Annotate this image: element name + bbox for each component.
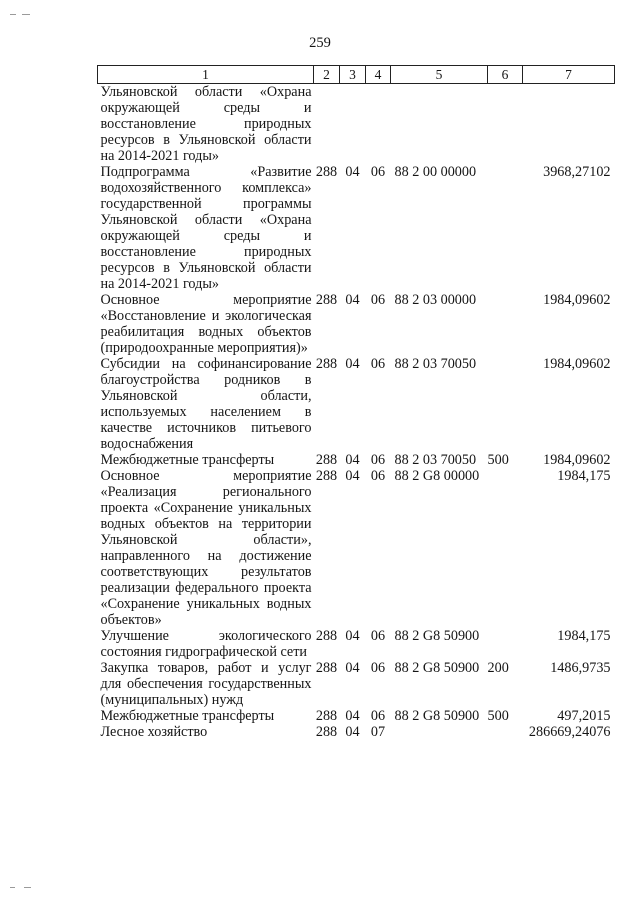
row-cell: 288 <box>315 708 338 724</box>
row-name: Улучшение экологического состояния гидрографической сети <box>100 628 312 660</box>
row-amount: 3968,27102 <box>543 164 611 180</box>
row-cell: 288 <box>315 292 338 308</box>
row-name: Лесное хозяйство <box>100 724 208 740</box>
row-cell: 04 <box>345 356 360 372</box>
table-row <box>98 452 615 468</box>
row-cell: 06 <box>370 356 386 372</box>
row-cell: 200 <box>487 660 509 676</box>
row-name: Основное мероприятие «Восстановление и экологическая реабилитация водных объектов (природоохранные мероприятия)» <box>100 292 312 356</box>
table-row <box>98 468 615 628</box>
table-row <box>98 660 615 708</box>
row-cell: 288 <box>315 468 338 484</box>
row-cell: 04 <box>345 660 360 676</box>
row-cell <box>488 468 523 628</box>
row-cell: 06 <box>370 628 386 644</box>
row-cell: 04 <box>345 468 360 484</box>
row-cell: 07 <box>370 724 386 740</box>
column-header: 1 <box>98 66 314 84</box>
row-cell: 288 <box>315 164 338 180</box>
column-header: 7 <box>523 66 615 84</box>
row-name: Межбюджетные трансферты <box>100 708 275 724</box>
row-cell: 06 <box>370 660 386 676</box>
row-amount: 1486,9735 <box>550 660 611 676</box>
row-cell <box>314 84 340 165</box>
scan-mark <box>10 887 15 888</box>
row-cell: 88 2 G8 50900 <box>394 708 480 724</box>
row-cell <box>488 164 523 292</box>
row-cell <box>340 84 366 165</box>
row-name: Субсидии на софинансирование благоустройства родников в Ульяновской области, используемых населением в качестве источников питьевого водоснабжения <box>100 356 312 452</box>
row-cell <box>391 84 488 165</box>
row-cell <box>488 724 523 740</box>
table-row <box>98 356 615 452</box>
row-cell: 288 <box>315 660 338 676</box>
row-amount: 1984,175 <box>557 468 611 484</box>
row-cell: 06 <box>370 164 386 180</box>
row-name: Ульяновской области «Охрана окружающей среды и восстановление природных ресурсов в Ульяновской области на 2014-2021 годы» <box>100 84 312 164</box>
row-cell: 88 2 03 00000 <box>394 292 477 308</box>
row-cell: 06 <box>370 292 386 308</box>
row-amount: 1984,09602 <box>543 356 611 372</box>
row-name: Основное мероприятие «Реализация регионального проекта «Сохранение уникальных водных объектов на территории Ульяновской области», направленного на достижение соответствующих результатов реализации федерального проекта «Сохранение уникальных водных объектов» <box>100 468 312 628</box>
row-cell: 04 <box>345 708 360 724</box>
row-cell: 500 <box>487 452 509 468</box>
page-number: 259 <box>309 35 331 51</box>
row-cell: 04 <box>345 724 360 740</box>
row-name: Подпрограмма «Развитие водохозяйственного комплекса» государственной программы Ульяновской области «Охрана окружающей среды и восстановление природных ресурсов в Ульяновской области на 2014-2021 годы» <box>100 164 312 292</box>
row-name: Закупка товаров, работ и услуг для обеспечения государственных (муниципальных) нужд <box>100 660 312 708</box>
column-header: 3 <box>340 66 366 84</box>
row-cell: 88 2 G8 00000 <box>394 468 480 484</box>
row-name: Межбюджетные трансферты <box>100 452 275 468</box>
row-cell: 88 2 00 00000 <box>394 164 477 180</box>
row-cell: 88 2 03 70050 <box>394 452 477 468</box>
row-cell: 88 2 G8 50900 <box>394 628 480 644</box>
row-cell: 288 <box>315 452 338 468</box>
scan-mark <box>10 14 16 15</box>
table-row <box>98 628 615 660</box>
row-amount: 497,2015 <box>557 708 611 724</box>
row-amount: 286669,24076 <box>528 724 611 740</box>
row-cell: 04 <box>345 628 360 644</box>
row-cell: 04 <box>345 164 360 180</box>
scan-mark <box>24 887 31 888</box>
row-cell <box>488 84 523 165</box>
row-amount <box>523 84 615 165</box>
table-row <box>98 164 615 292</box>
table-row <box>98 292 615 356</box>
column-header: 4 <box>366 66 391 84</box>
row-cell: 06 <box>370 708 386 724</box>
row-cell: 500 <box>487 708 509 724</box>
row-cell: 288 <box>315 724 338 740</box>
table-row <box>98 84 615 165</box>
row-cell: 288 <box>315 628 338 644</box>
row-cell: 06 <box>370 452 386 468</box>
table-header-row <box>98 66 615 84</box>
row-amount: 1984,175 <box>557 628 611 644</box>
row-amount: 1984,09602 <box>543 452 611 468</box>
row-cell <box>488 356 523 452</box>
scan-mark <box>22 14 30 15</box>
row-cell: 04 <box>345 452 360 468</box>
table-row <box>98 724 615 740</box>
row-cell <box>488 628 523 660</box>
row-cell <box>488 292 523 356</box>
column-header: 5 <box>391 66 488 84</box>
row-cell: 288 <box>315 356 338 372</box>
column-header: 6 <box>488 66 523 84</box>
row-cell <box>391 724 488 740</box>
row-amount: 1984,09602 <box>543 292 611 308</box>
budget-table <box>97 65 615 740</box>
row-cell: 06 <box>370 468 386 484</box>
column-header: 2 <box>314 66 340 84</box>
row-cell: 88 2 03 70050 <box>394 356 477 372</box>
row-cell: 88 2 G8 50900 <box>394 660 480 676</box>
row-cell: 04 <box>345 292 360 308</box>
row-cell <box>366 84 391 165</box>
table-row <box>98 708 615 724</box>
